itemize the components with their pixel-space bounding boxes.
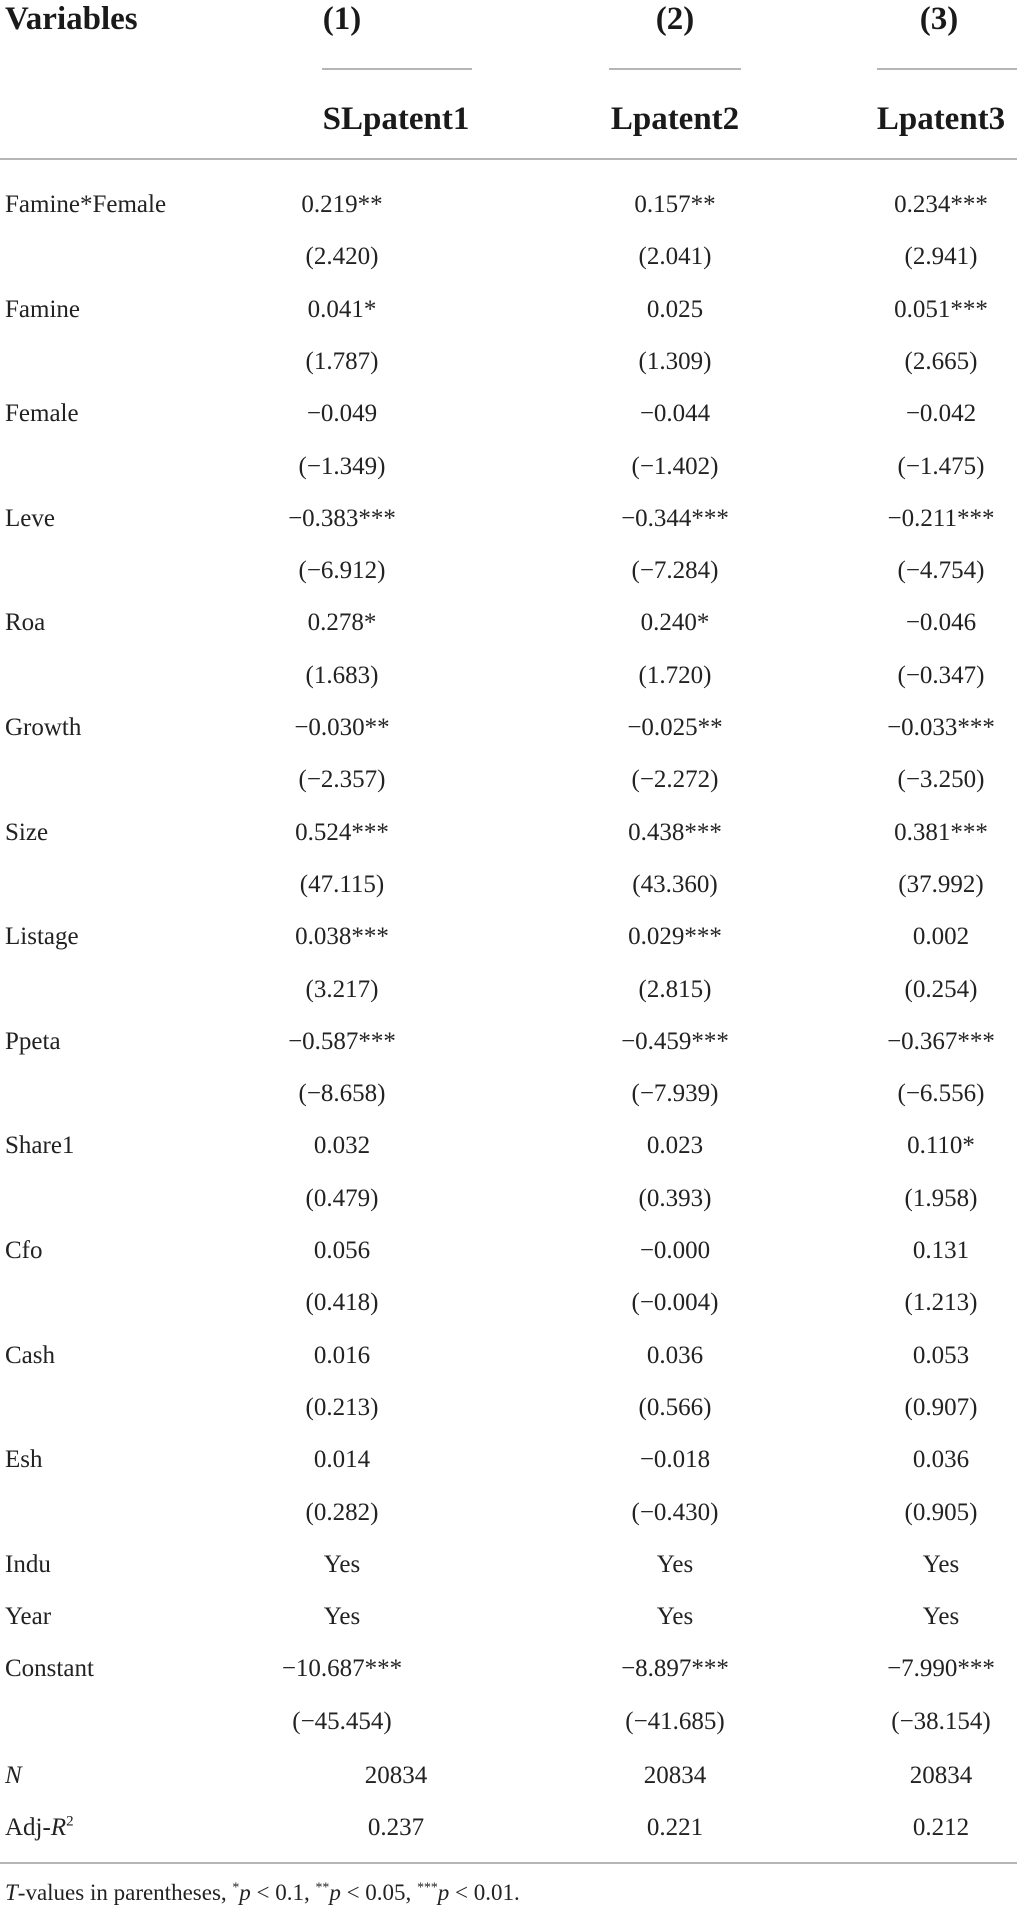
row-label: Share1 (5, 1132, 75, 1160)
coefficient-cell: −0.211*** (887, 504, 995, 532)
t-value-cell: (1.309) (638, 347, 712, 375)
t-value-cell: (2.665) (904, 347, 978, 375)
column-2-number: (2) (655, 1, 695, 37)
t-value-cell: (2.420) (305, 243, 379, 271)
footnote-star: *** (417, 1879, 438, 1895)
t-value-cell: (1.787) (305, 347, 379, 375)
adj-r2-sup: 2 (66, 1813, 74, 1830)
row-label: Leve (5, 504, 55, 532)
coefficient-cell: 0.002 (912, 923, 970, 951)
row-label: Female (5, 400, 79, 428)
n-value: 20834 (643, 1762, 707, 1789)
t-value-cell: (−38.154) (891, 1707, 991, 1735)
coefficient-cell: −7.990*** (887, 1655, 995, 1683)
footnote-star: ** (315, 1879, 330, 1895)
coefficient-cell: 0.157** (634, 191, 716, 218)
t-value-cell: (37.992) (898, 870, 984, 898)
row-label: Year (5, 1603, 52, 1631)
coefficient-cell: Yes (922, 1550, 960, 1578)
coefficient-cell: 0.014 (313, 1446, 371, 1474)
t-value-cell: (0.393) (638, 1184, 712, 1212)
footnote-p: p (437, 1880, 450, 1905)
table-bottom-rule (0, 1862, 1017, 1864)
coefficient-cell: 0.036 (912, 1446, 970, 1474)
coefficient-cell: 0.524*** (295, 818, 389, 846)
coefficient-cell: 0.023 (646, 1132, 704, 1160)
column-2-name: Lpatent2 (610, 101, 740, 137)
coefficient-cell: 0.025 (646, 295, 704, 323)
t-value-cell: (−41.685) (625, 1707, 725, 1735)
t-value-cell: (0.213) (305, 1393, 379, 1421)
coefficient-cell: −0.383*** (288, 504, 396, 532)
t-value-cell: (47.115) (299, 870, 385, 898)
t-value-cell: (−8.658) (298, 1080, 386, 1108)
coefficient-cell: −0.049 (306, 400, 378, 428)
column-1-name: SLpatent1 (322, 101, 470, 137)
t-value-cell: (0.282) (305, 1498, 379, 1526)
coefficient-cell: −0.033*** (887, 714, 995, 741)
column-3-name: Lpatent3 (876, 101, 1006, 137)
row-label: Constant (5, 1655, 94, 1683)
t-value-cell: (−2.357) (298, 766, 386, 794)
column-2-underline (609, 68, 741, 70)
n-label-var: N (5, 1762, 22, 1789)
row-label: Roa (5, 609, 46, 637)
t-value-cell: (−2.272) (631, 766, 719, 794)
coefficient-cell: Yes (656, 1550, 694, 1578)
t-value-cell: (0.479) (305, 1184, 379, 1212)
t-value-cell: (2.941) (904, 243, 978, 271)
footnote-p: p (239, 1880, 251, 1905)
coefficient-cell: −0.044 (639, 400, 711, 428)
coefficient-cell: 0.110* (907, 1132, 975, 1160)
column-1-underline (322, 68, 472, 70)
coefficient-cell: 0.278* (307, 609, 377, 637)
coefficient-cell: 0.029*** (628, 923, 722, 951)
t-value-cell: (0.566) (638, 1393, 712, 1421)
adj-r2-value: 0.221 (646, 1814, 704, 1841)
t-value-cell: (2.041) (638, 243, 712, 271)
footnote-p: p (329, 1880, 341, 1905)
coefficient-cell: 0.381*** (894, 818, 988, 846)
t-value-cell: (−45.454) (292, 1707, 392, 1735)
row-label: Cash (5, 1341, 55, 1369)
footnote-text: < 0.05, (340, 1880, 418, 1905)
row-label: Esh (5, 1446, 43, 1474)
coefficient-cell: −0.459*** (621, 1027, 729, 1055)
column-3-number: (3) (919, 1, 959, 37)
coefficient-cell: −0.000 (639, 1237, 711, 1264)
adj-r2-value: 0.237 (367, 1814, 425, 1841)
coefficient-cell: −0.042 (905, 400, 977, 428)
coefficient-cell: 0.056 (313, 1237, 371, 1264)
t-value-cell: (−1.475) (897, 452, 985, 480)
coefficient-cell: 0.032 (313, 1132, 371, 1160)
footnote-t-symbol: T (5, 1880, 18, 1905)
t-value-cell: (0.907) (904, 1393, 978, 1421)
column-3-underline (877, 68, 1017, 70)
t-value-cell: (−1.349) (298, 452, 386, 480)
coefficient-cell: −10.687*** (281, 1655, 403, 1683)
row-label: Famine (5, 295, 80, 323)
coefficient-cell: −0.344*** (621, 504, 729, 532)
coefficient-cell: 0.131 (912, 1237, 970, 1264)
coefficient-cell: 0.438*** (628, 818, 722, 846)
t-value-cell: (43.360) (632, 870, 718, 898)
coefficient-cell: 0.240* (640, 609, 710, 637)
row-label: Ppeta (5, 1027, 61, 1055)
coefficient-cell: 0.234*** (894, 191, 988, 218)
coefficient-cell: Yes (922, 1603, 960, 1631)
t-value-cell: (1.720) (638, 661, 712, 689)
t-value-cell: (0.418) (305, 1289, 379, 1317)
t-value-cell: (2.815) (638, 975, 712, 1003)
footnote-star: * (232, 1879, 240, 1895)
coefficient-cell: 0.219** (301, 191, 383, 218)
t-value-cell: (0.905) (904, 1498, 978, 1526)
t-value-cell: (−0.004) (631, 1289, 719, 1317)
coefficient-cell: Yes (323, 1603, 361, 1631)
t-value-cell: (−7.284) (631, 557, 719, 585)
n-value: 20834 (364, 1762, 428, 1789)
coefficient-cell: Yes (323, 1550, 361, 1578)
t-value-cell: (−6.556) (897, 1080, 985, 1108)
table-footnote (5, 1880, 520, 1906)
footnote-text: < 0.01. (449, 1880, 520, 1905)
coefficient-cell: Yes (656, 1603, 694, 1631)
t-value-cell: (−4.754) (897, 557, 985, 585)
t-value-cell: (−3.250) (897, 766, 985, 794)
adj-r2-var: R (50, 1814, 67, 1841)
header-separator (0, 158, 1017, 160)
coefficient-cell: 0.038*** (295, 923, 389, 951)
n-value: 20834 (909, 1762, 973, 1789)
n-label (5, 1763, 22, 1788)
t-value-cell: (3.217) (305, 975, 379, 1003)
coefficient-cell: 0.016 (313, 1341, 371, 1369)
column-1-number: (1) (322, 1, 362, 37)
coefficient-cell: −0.025** (627, 714, 723, 741)
coefficient-cell: 0.051*** (894, 295, 988, 323)
t-value-cell: (1.683) (305, 661, 379, 689)
t-value-cell: (−1.402) (631, 452, 719, 480)
t-value-cell: (−7.939) (631, 1080, 719, 1108)
footnote-text: < 0.1, (250, 1880, 316, 1905)
row-label: Size (5, 818, 49, 846)
coefficient-cell: −0.367*** (887, 1027, 995, 1055)
t-value-cell: (1.213) (904, 1289, 978, 1317)
adj-r2-prefix: Adj- (5, 1814, 51, 1841)
coefficient-cell: −0.018 (639, 1446, 711, 1474)
t-value-cell: (1.958) (904, 1184, 978, 1212)
coefficient-cell: −0.046 (905, 609, 977, 637)
row-label: Indu (5, 1550, 51, 1578)
coefficient-cell: −0.030** (294, 714, 390, 741)
t-value-cell: (−0.347) (897, 661, 985, 689)
t-value-cell: (0.254) (904, 975, 978, 1003)
t-value-cell: (−0.430) (631, 1498, 719, 1526)
coefficient-cell: −8.897*** (621, 1655, 729, 1683)
coefficient-cell: 0.041* (307, 295, 377, 323)
coefficient-cell: −0.587*** (288, 1027, 396, 1055)
row-label: Growth (5, 714, 82, 741)
coefficient-cell: 0.053 (912, 1341, 970, 1369)
t-value-cell: (−6.912) (298, 557, 386, 585)
adj-r2-value: 0.212 (912, 1814, 970, 1841)
coefficient-cell: 0.036 (646, 1341, 704, 1369)
footnote-text: -values in parentheses, (17, 1880, 233, 1905)
row-label: Famine*Female (5, 191, 167, 218)
row-label: Cfo (5, 1237, 43, 1264)
row-label: Listage (5, 923, 79, 951)
variables-header: Variables (5, 1, 138, 37)
adj-r2-label (5, 1815, 74, 1840)
